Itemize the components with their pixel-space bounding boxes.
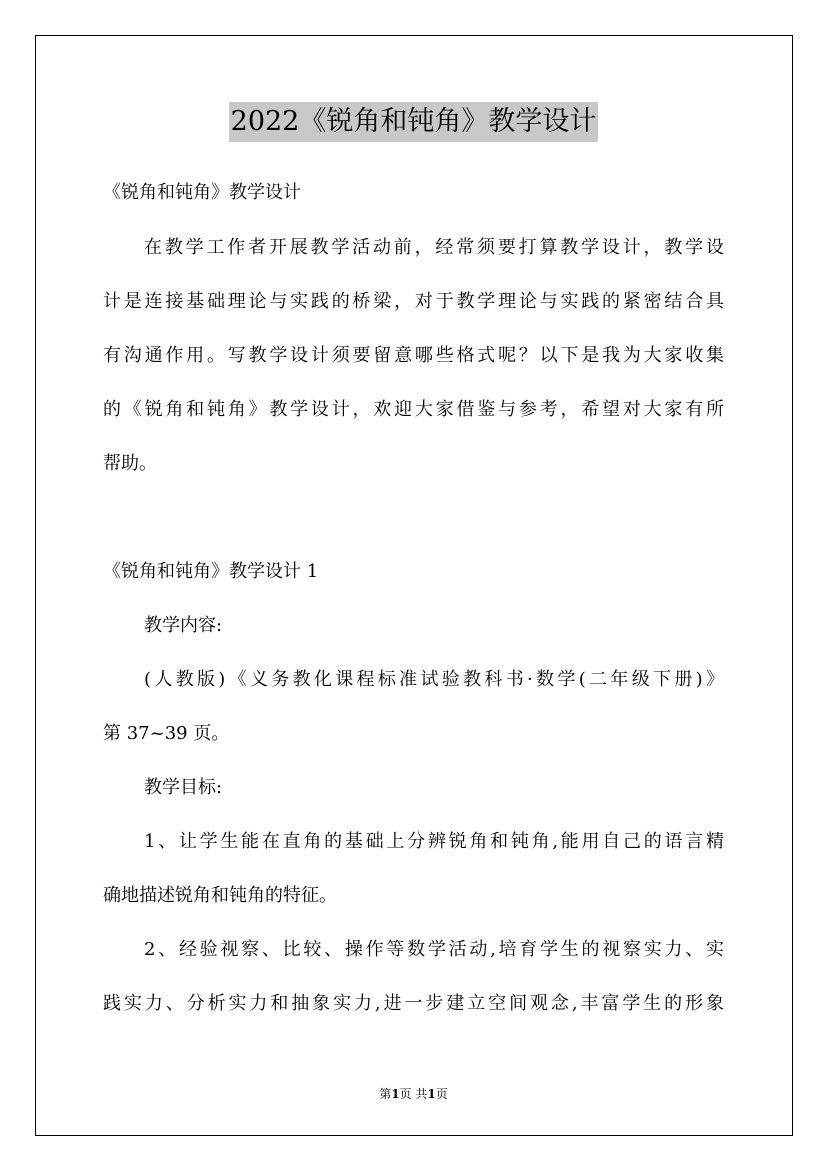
footer-page-total: 1	[427, 1087, 436, 1101]
intro-line-4: 的《锐角和钝角》教学设计，欢迎大家借鉴与参考，希望对大家有所	[103, 399, 724, 420]
footer-page-number: 1	[391, 1087, 400, 1101]
goal-2-line-1: 2、经验视察、比较、操作等数学活动,培育学生的视察实力、实	[144, 939, 724, 960]
goal-1-line-2: 确地描述锐角和钝角的特征。	[103, 885, 337, 906]
intro-line-2: 计是连接基础理论与实践的桥梁，对于教学理论与实践的紧密结合具	[103, 291, 724, 312]
content-label: 教学内容:	[144, 615, 223, 636]
content-line-2: 第 37~39 页。	[103, 723, 230, 744]
section-heading: 《锐角和钝角》教学设计 1	[103, 561, 319, 582]
document-subtitle: 《锐角和钝角》教学设计	[103, 182, 301, 203]
document-title: 2022《锐角和钝角》教学设计	[229, 102, 599, 142]
intro-line-5: 帮助。	[103, 453, 157, 474]
goals-label: 教学目标:	[144, 777, 223, 798]
footer-suffix: 页	[435, 1087, 448, 1101]
goal-1-line-1: 1、让学生能在直角的基础上分辨锐角和钝角,能用自己的语言精	[144, 831, 724, 852]
goal-2-line-2: 践实力、分析实力和抽象实力,进一步建立空间观念,丰富学生的形象	[103, 993, 724, 1014]
intro-line-3: 有沟通作用。写教学设计须要留意哪些格式呢？以下是我为大家收集	[103, 345, 724, 366]
footer-mid: 页 共	[399, 1087, 428, 1101]
page-footer	[0, 1085, 827, 1102]
intro-line-1: 在教学工作者开展教学活动前，经常须要打算教学设计，教学设	[144, 237, 724, 258]
footer-prefix: 第	[379, 1087, 392, 1101]
document-title-wrapper	[0, 102, 827, 142]
content-line-1: (人教版)《义务教化课程标准试验教科书·数学(二年级下册)》	[144, 669, 724, 690]
